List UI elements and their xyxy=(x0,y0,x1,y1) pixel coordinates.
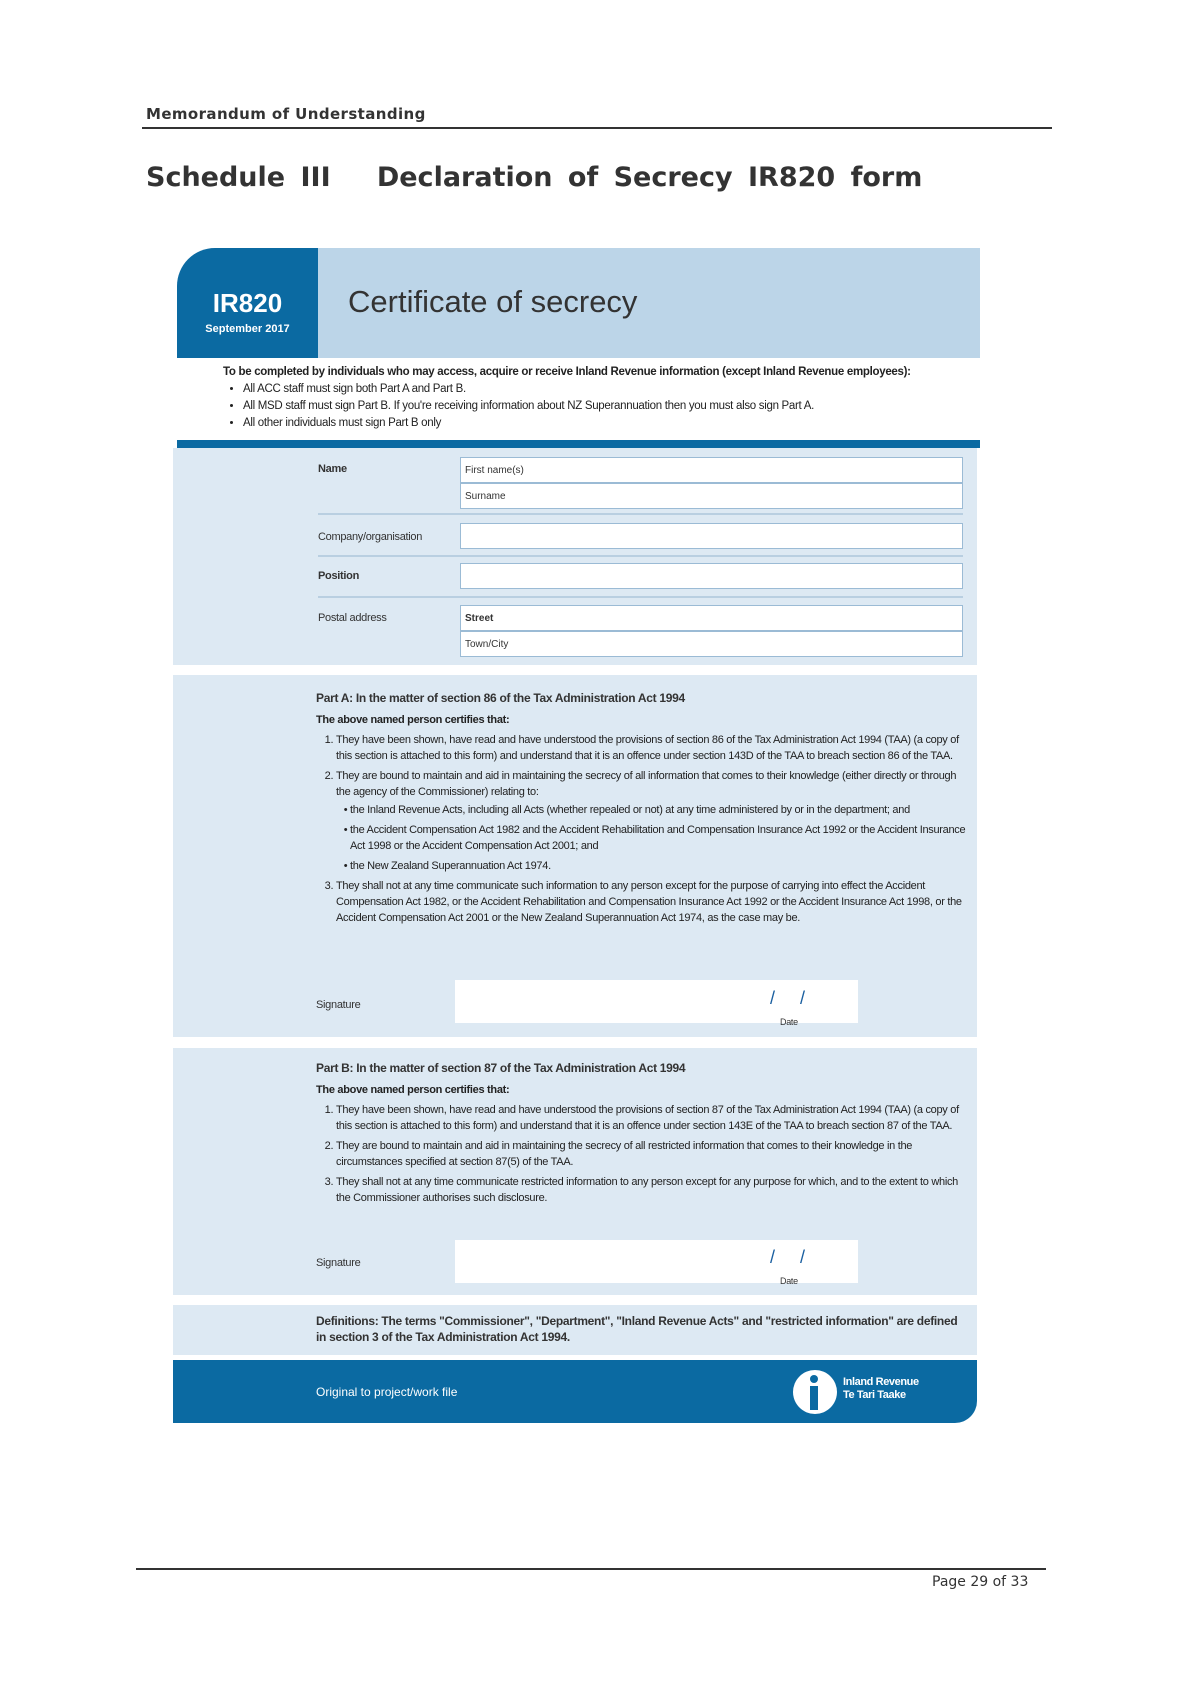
logo-text: Inland Revenue Te Tari Taake xyxy=(843,1376,919,1401)
part-b xyxy=(316,1060,966,1210)
part-a-signature-label: Signature xyxy=(316,999,361,1011)
part-b-item: 1. They have been shown, have read and have understood the provisions of section 87 of the Tax Administration Act 1994 (TAA) (a copy of this section is attached to this form) and understand that it is an offence under section 143E of the TAA to breach section 87 of the TAA. xyxy=(336,1102,966,1134)
position-label: Position xyxy=(318,570,359,582)
divider xyxy=(318,555,963,557)
part-b-date-label: Date xyxy=(780,1276,798,1286)
form-code: IR820 xyxy=(212,288,283,318)
part-b-item: 3. They shall not at any time communicate restricted information to any person except for any purpose for which, and to the extent to which the Commissioner authorises such disclosure. xyxy=(336,1174,966,1206)
form-footer xyxy=(173,1360,977,1423)
form-title-box xyxy=(318,248,980,358)
postal-label: Postal address xyxy=(318,612,387,624)
divider xyxy=(318,596,963,598)
name-label: Name xyxy=(318,463,347,475)
part-a-subitem: • the Inland Revenue Acts, including all Acts (whether repealed or not) at any time administered by or in the department; and xyxy=(350,802,966,818)
header-divider xyxy=(142,127,1052,129)
part-a-certifies: The above named person certifies that: xyxy=(316,714,510,726)
position-field[interactable] xyxy=(460,563,963,589)
intro-bullet: • All ACC staff must sign both Part A and Part B. xyxy=(243,381,983,398)
part-a-subitem: • the New Zealand Superannuation Act 1974. xyxy=(350,858,966,874)
divider xyxy=(318,513,963,515)
part-a xyxy=(316,690,966,930)
town-field[interactable]: Town/City xyxy=(460,631,963,657)
intro-bullet: • All MSD staff must sign Part B. If you're receiving information about NZ Superannuation then you must also sign Part A. xyxy=(243,398,983,415)
schedule-title: Schedule III Declaration of Secrecy IR820 form xyxy=(146,162,923,193)
surname-field[interactable]: Surname xyxy=(460,483,963,509)
part-a-item: 1. They have been shown, have read and have understood the provisions of section 86 of the Tax Administration Act 1994 (TAA) (a copy of this section is attached to this form) and understand that it is an offence under section 143D of the TAA to breach section 86 of the TAA. xyxy=(336,732,966,764)
company-field[interactable] xyxy=(460,523,963,549)
page-number: Page 29 of 33 xyxy=(932,1574,1029,1590)
part-b-item: 2. They are bound to maintain and aid in maintaining the secrecy of all restricted information that comes to their knowledge in the circumstances specified at section 87(5) of the TAA. xyxy=(336,1138,966,1170)
part-a-subitem: • the Accident Compensation Act 1982 and the Accident Rehabilitation and Compensation Insurance Act 1992 or the Accident Insurance Act 1998 or the Accident Compensation Act 2001; and xyxy=(350,822,966,854)
blue-divider xyxy=(177,440,980,448)
part-b-heading: Part B: In the matter of section 87 of the Tax Administration Act 1994 xyxy=(316,1061,686,1075)
part-b-certifies: The above named person certifies that: xyxy=(316,1084,510,1096)
part-b-signature-label: Signature xyxy=(316,1257,361,1269)
inland-revenue-logo-icon xyxy=(793,1370,837,1414)
form-code-box xyxy=(177,248,318,358)
part-a-item: 2. They are bound to maintain and aid in maintaining the secrecy of all information that comes to their knowledge (either directly or through the agency of the Commissioner) relating to: • the Inland Revenue Acts, including all Acts (whether repealed or not) at any time administered by or in the department; and • the Accident Compensation Act 1982 and the Accident Rehabilitation and Compensation Insurance Act 1992 or the Accident Insurance Act 1998 or the Accident Compensation Act 2001; and • the New Zealand Superannuation Act 1974. xyxy=(336,768,966,874)
form-title: Certificate of secrecy xyxy=(348,284,638,319)
intro-bullet: • All other individuals must sign Part B only xyxy=(243,415,983,432)
document-header: Memorandum of Understanding xyxy=(146,105,426,123)
intro-text: To be completed by individuals who may access, acquire or receive Inland Revenue information (except Inland Revenue employees): xyxy=(223,366,911,378)
company-label: Company/organisation xyxy=(318,531,423,543)
date-separators: / / xyxy=(770,988,806,1008)
part-a-date-label: Date xyxy=(780,1017,798,1027)
footer-divider xyxy=(136,1568,1046,1570)
street-field[interactable]: Street xyxy=(460,605,963,631)
definitions: Definitions: The terms "Commissioner", "Department", "Inland Revenue Acts" and "restricted information" are defined in section 3 of the Tax Administration Act 1994. xyxy=(316,1314,958,1344)
footer-note: Original to project/work file xyxy=(316,1385,458,1399)
form-date: September 2017 xyxy=(205,323,290,335)
first-name-field[interactable]: First name(s) xyxy=(460,457,963,483)
part-a-heading: Part A: In the matter of section 86 of the Tax Administration Act 1994 xyxy=(316,691,685,705)
part-a-item: 3. They shall not at any time communicate such information to any person except for the purpose of carrying into effect the Accident Compensation Act 1982, or the Accident Rehabilitation and Compensation Insurance Act 1992 or the Accident Insurance Act 1998, or the Accident Compensation Act 2001 or the New Zealand Superannuation Act 1974, as the case may be. xyxy=(336,878,966,926)
intro xyxy=(223,364,983,432)
date-separators: / / xyxy=(770,1247,806,1267)
